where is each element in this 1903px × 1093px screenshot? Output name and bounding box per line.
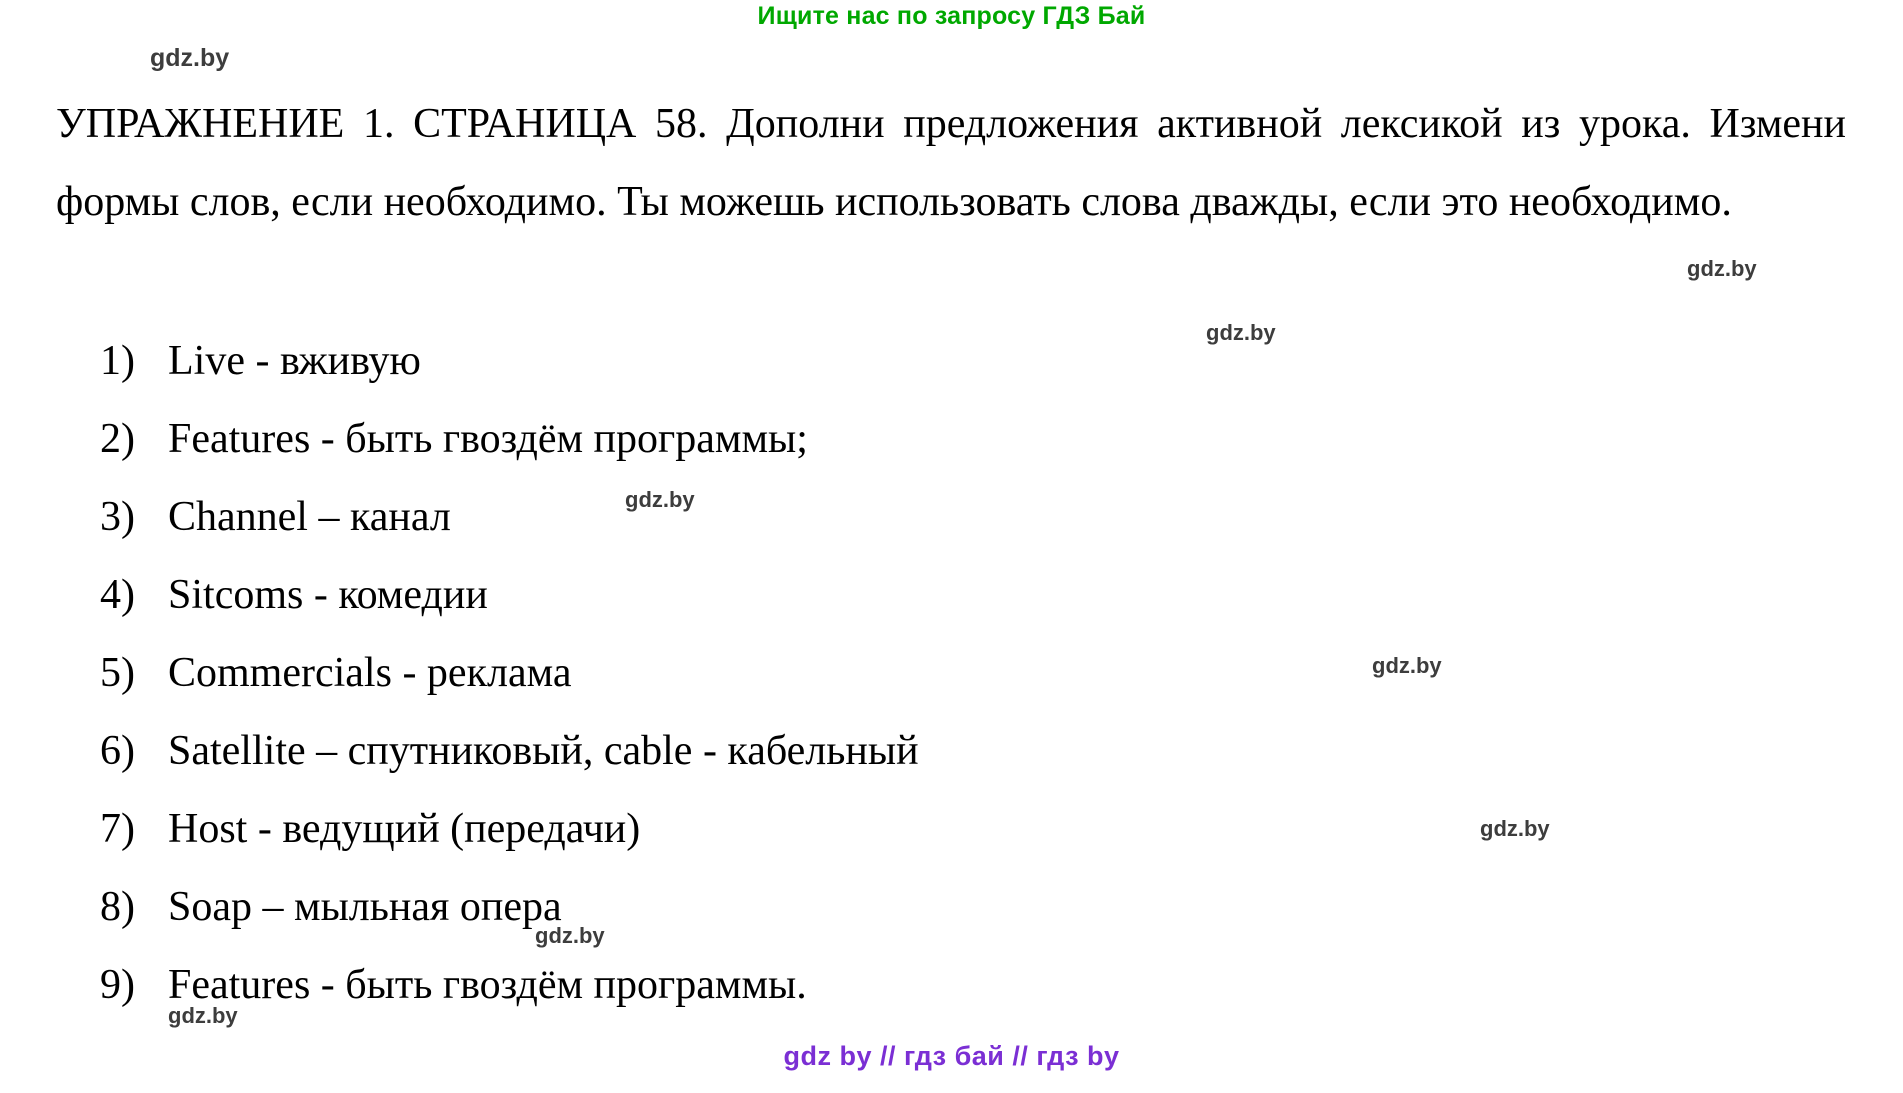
list-item xyxy=(100,946,1600,1024)
watermark: gdz.by xyxy=(168,1003,238,1028)
watermark: gdz.by xyxy=(625,487,695,512)
list-item xyxy=(100,790,1600,868)
list-item xyxy=(100,478,1600,556)
watermark: gdz.by xyxy=(1480,816,1550,841)
list-item-text: Live - вживую xyxy=(168,338,421,384)
list-item-text: Features - быть гвоздём программы; xyxy=(168,416,808,462)
list-item-text: Host - ведущий (передачи) xyxy=(168,806,641,852)
list-item-text: Satellite – спутниковый, cable - кабельный xyxy=(168,728,919,774)
list-item-number: 5) xyxy=(100,650,135,696)
list-item-text: Commercials - реклама xyxy=(168,650,572,696)
watermark: gdz.by xyxy=(1687,256,1757,281)
watermark: gdz.by xyxy=(535,923,605,948)
list-item-number: 4) xyxy=(100,572,135,618)
exercise-instruction: УПРАЖНЕНИЕ 1. СТРАНИЦА 58. Дополни предложения активной лексикой из урока. Измени формы слов, если необходимо. Ты можешь использовать слова дважды, если это необходимо. xyxy=(56,101,1846,225)
list-item-number: 2) xyxy=(100,416,135,462)
list-item-text: Features - быть гвоздём программы. xyxy=(168,962,807,1008)
site-promo-banner: Ищите нас по запросу ГДЗ Бай xyxy=(757,2,1146,30)
list-item-number: 1) xyxy=(100,338,135,384)
list-item-text: Sitcoms - комедии xyxy=(168,572,488,618)
list-item xyxy=(100,556,1600,634)
list-item-number: 6) xyxy=(100,728,135,774)
list-item-number: 9) xyxy=(100,962,135,1008)
watermark: gdz.by xyxy=(150,44,230,72)
list-item-text: Channel – канал xyxy=(168,494,451,540)
list-item xyxy=(100,322,1600,400)
list-item xyxy=(100,400,1600,478)
watermark: gdz.by xyxy=(1372,653,1442,678)
list-item-number: 8) xyxy=(100,884,135,930)
list-item-text: Soap – мыльная опера xyxy=(168,884,562,930)
watermark: gdz.by xyxy=(1206,320,1276,345)
list-item xyxy=(100,868,1600,946)
list-item-number: 3) xyxy=(100,494,135,540)
list-item xyxy=(100,712,1600,790)
list-item-number: 7) xyxy=(100,806,135,852)
footer-site-links: gdz by // гдз бай // гдз by xyxy=(783,1041,1120,1071)
